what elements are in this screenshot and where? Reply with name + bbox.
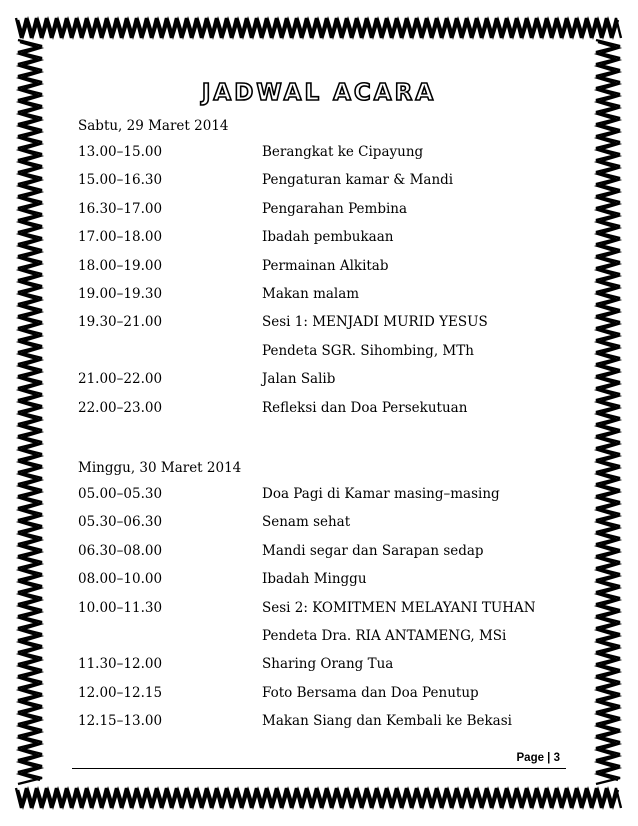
schedule-time: 10.00–11.30 xyxy=(78,599,163,616)
schedule-time: 06.30–08.00 xyxy=(78,542,163,559)
document-page xyxy=(48,40,590,786)
table-row xyxy=(78,543,588,569)
schedule-time: 11.30–12.00 xyxy=(78,656,163,673)
footer-divider xyxy=(72,768,566,769)
table-row xyxy=(78,486,588,512)
day-header-saturday: Sabtu, 29 Maret 2014 xyxy=(78,118,229,134)
schedule-activity: Refleksi dan Doa Persekutuan xyxy=(262,399,468,416)
table-row xyxy=(78,229,588,255)
schedule-activity: Doa Pagi di Kamar masing–masing xyxy=(262,486,500,502)
table-row xyxy=(78,685,588,711)
schedule-time: 19.00–19.30 xyxy=(78,286,163,302)
table-row xyxy=(78,286,588,312)
border-bottom xyxy=(16,788,621,808)
table-row xyxy=(78,400,588,426)
schedule-activity: Pengarahan Pembina xyxy=(262,200,408,217)
schedule-time: 05.30–06.30 xyxy=(78,514,163,531)
schedule-time: 08.00–10.00 xyxy=(78,571,163,588)
schedule-activity: Senam sehat xyxy=(262,514,351,531)
schedule-activity: Sesi 1: MENJADI MURID YESUS xyxy=(262,314,488,331)
border-top xyxy=(16,18,621,38)
border-left xyxy=(18,40,42,784)
table-row xyxy=(78,172,588,198)
border-right xyxy=(596,40,620,784)
schedule-time: 18.00–19.00 xyxy=(78,257,163,274)
schedule-time: 12.00–12.15 xyxy=(78,684,163,701)
schedule-activity: Berangkat ke Cipayung xyxy=(262,144,424,160)
schedule-time: 22.00–23.00 xyxy=(78,399,163,416)
schedule-activity: Sesi 2: KOMITMEN MELAYANI TUHAN xyxy=(262,599,536,616)
table-row xyxy=(78,201,588,227)
table-row xyxy=(78,514,588,540)
schedule-activity: Pendeta Dra. RIA ANTAMENG, MSi xyxy=(262,628,507,644)
table-row xyxy=(78,258,588,284)
schedule-activity: Jalan Salib xyxy=(262,371,336,388)
schedule-time: 12.15–13.00 xyxy=(78,713,163,730)
schedule-activity: Ibadah pembukaan xyxy=(262,229,394,246)
schedule-activity: Permainan Alkitab xyxy=(262,257,389,274)
table-row xyxy=(78,656,588,682)
schedule-time: 13.00–15.00 xyxy=(78,144,163,160)
schedule-activity: Makan Siang dan Kembali ke Bekasi xyxy=(262,713,512,730)
schedule-title: JADWAL ACARA xyxy=(201,80,437,106)
schedule-time: 15.00–16.30 xyxy=(78,172,163,189)
schedule-time: 21.00–22.00 xyxy=(78,371,163,388)
schedule-time: 05.00–05.30 xyxy=(78,486,163,502)
schedule-activity: Pendeta SGR. Sihombing, MTh xyxy=(262,342,474,359)
schedule-time: 16.30–17.00 xyxy=(78,200,163,217)
schedule-activity: Ibadah Minggu xyxy=(262,571,367,588)
table-row xyxy=(78,314,588,340)
schedule-activity: Sharing Orang Tua xyxy=(262,656,394,673)
schedule-activity: Mandi segar dan Sarapan sedap xyxy=(262,542,484,559)
table-row xyxy=(78,571,588,597)
table-row xyxy=(78,600,588,626)
schedule-activity: Makan malam xyxy=(262,286,360,302)
schedule-time: 19.30–21.00 xyxy=(78,314,163,331)
page-number: Page | 3 xyxy=(516,752,560,764)
day-header-sunday: Minggu, 30 Maret 2014 xyxy=(78,460,242,476)
schedule-activity: Pengaturan kamar & Mandi xyxy=(262,172,454,189)
table-row xyxy=(78,713,588,739)
schedule-time: 17.00–18.00 xyxy=(78,229,163,246)
table-row xyxy=(78,343,588,369)
table-row xyxy=(78,371,588,397)
schedule-activity: Foto Bersama dan Doa Penutup xyxy=(262,684,479,701)
table-row xyxy=(78,628,588,654)
table-row xyxy=(78,144,588,170)
